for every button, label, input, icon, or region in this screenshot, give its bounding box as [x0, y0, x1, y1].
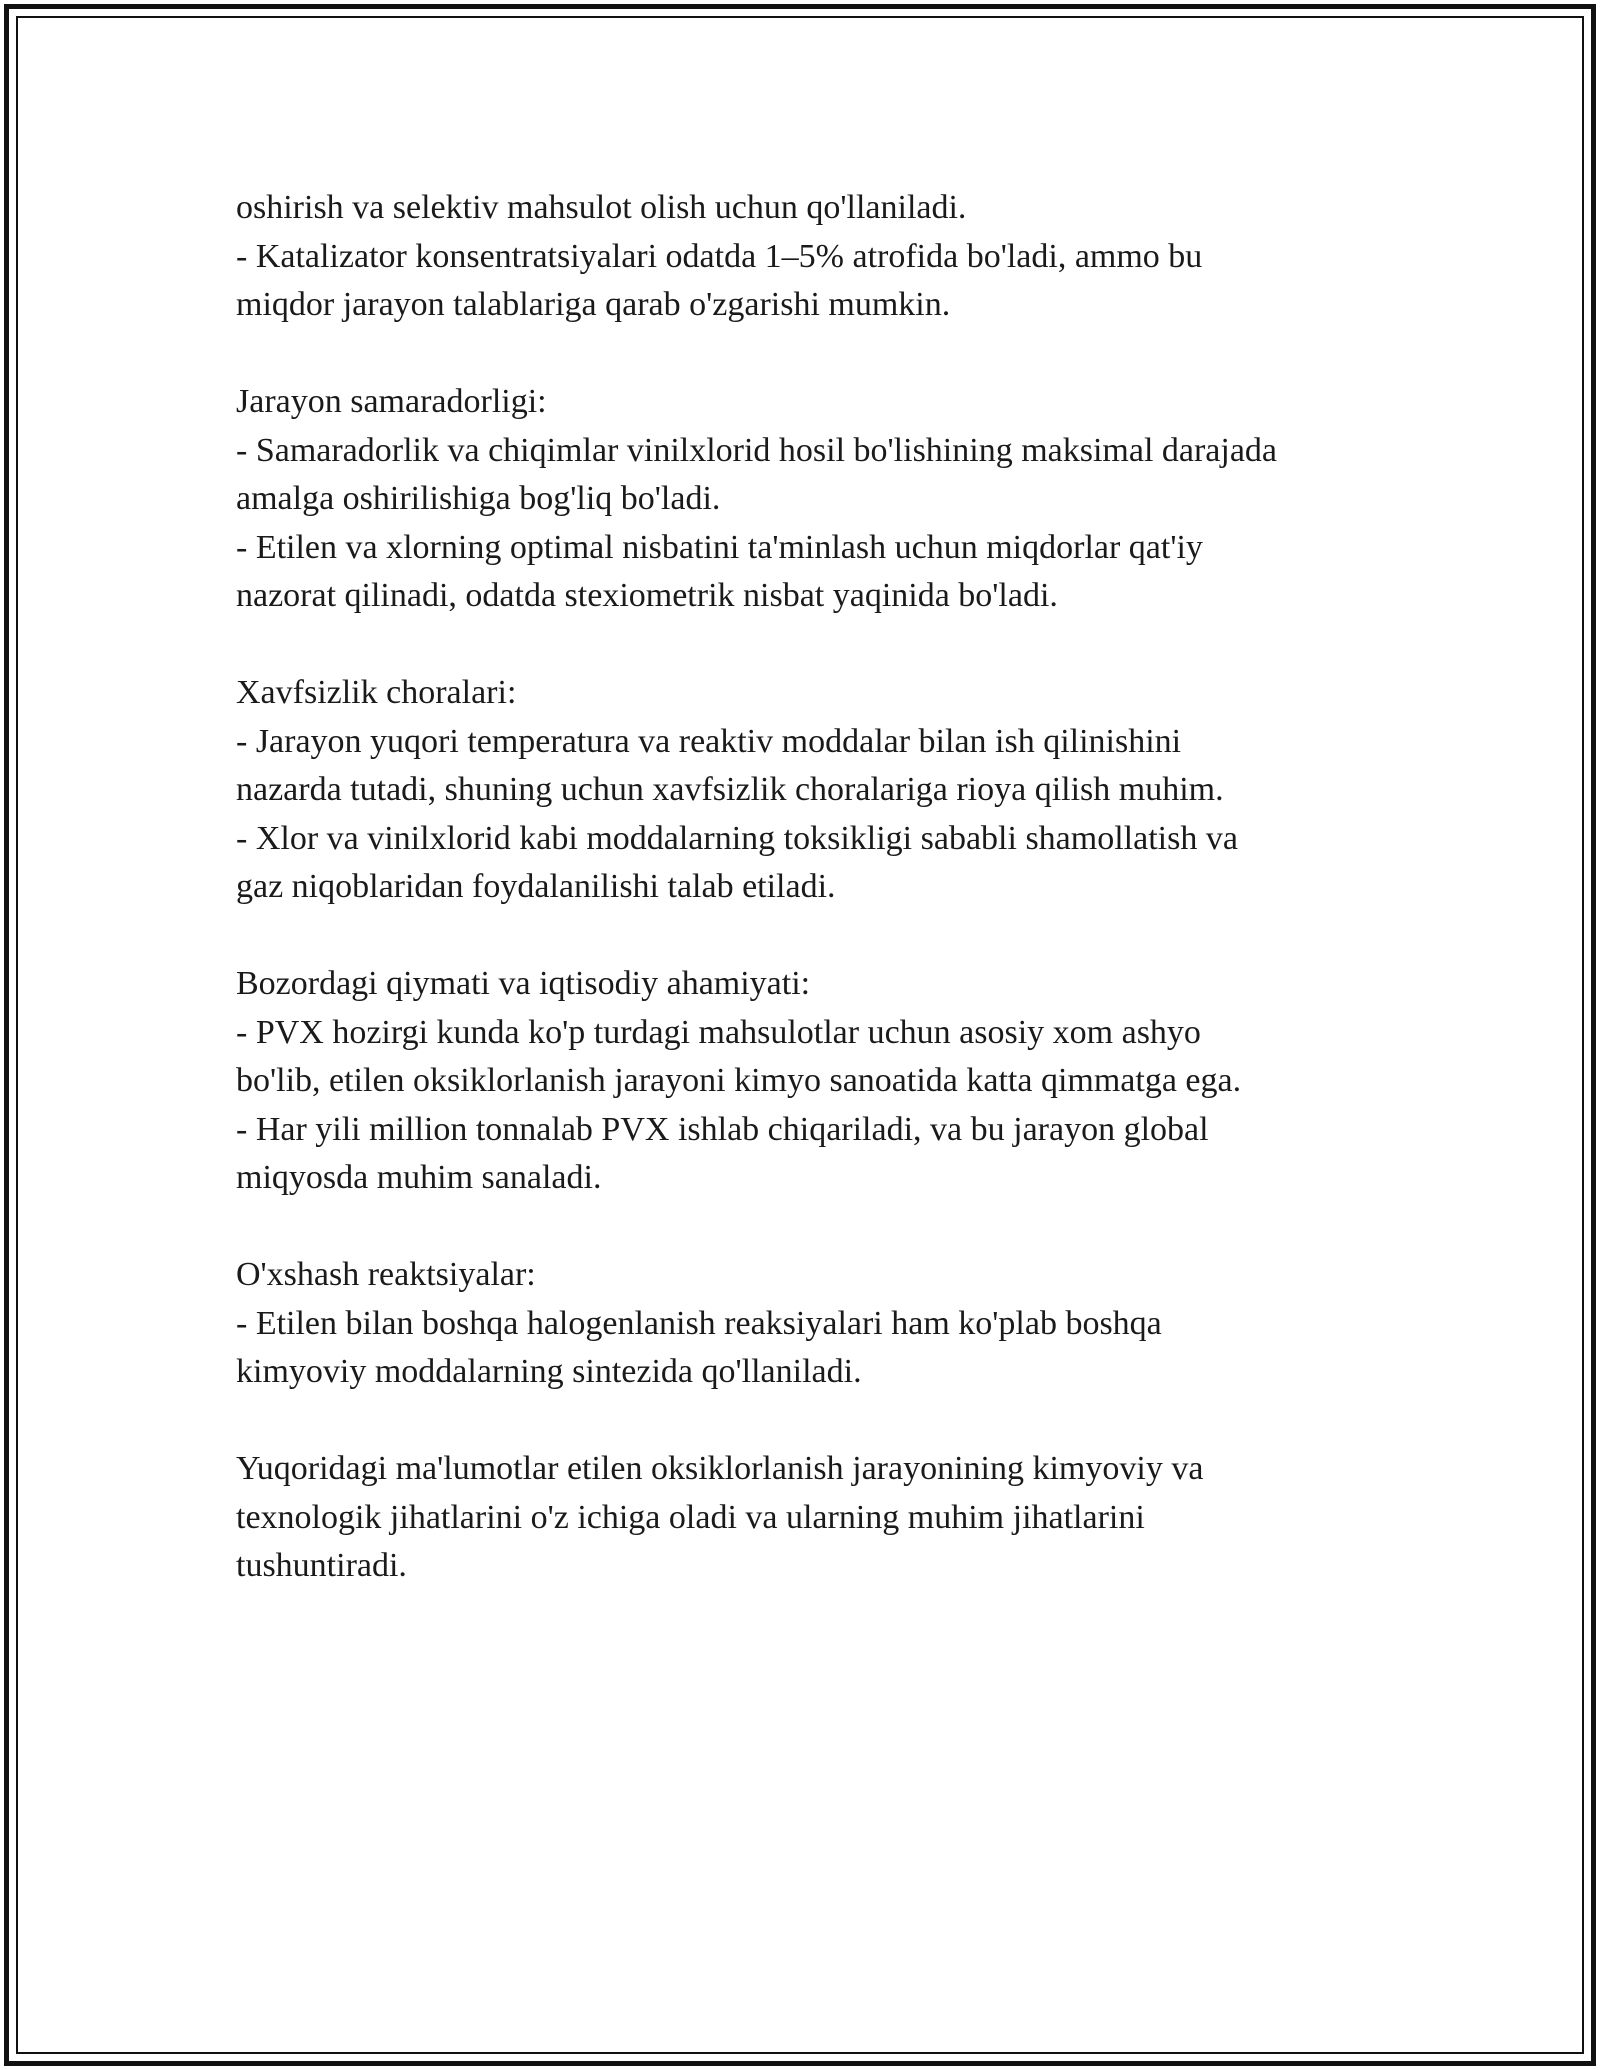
text-line: amalga oshirilishiga bog'liq bo'ladi.: [236, 480, 721, 517]
text-line: miqyosda muhim sanaladi.: [236, 1159, 602, 1196]
section-heading: Jarayon samaradorligi:: [236, 383, 547, 420]
text-line: - Etilen va xlorning optimal nisbatini ta'minlash uchun miqdorlar qat'iy: [236, 528, 1203, 566]
section-process-efficiency: [236, 378, 1386, 621]
section-market-value: [236, 960, 1386, 1203]
text-line: miqdor jarayon talablariga qarab o'zgarishi mumkin.: [236, 286, 951, 323]
text-line: tushuntiradi.: [236, 1547, 407, 1584]
section-heading: O'xshash reaktsiyalar:: [236, 1256, 536, 1293]
text-line: kimyoviy moddalarning sintezida qo'llaniladi.: [236, 1353, 862, 1390]
section-heading: Xavfsizlik choralari:: [236, 674, 517, 711]
section-heading: Bozordagi qiymati va iqtisodiy ahamiyati:: [236, 965, 811, 1002]
text-line: - Katalizator konsentratsiyalari odatda 1–5% atrofida bo'ladi, ammo bu: [236, 237, 1203, 275]
paragraph-conclusion: [236, 1445, 1386, 1591]
section-similar-reactions: [236, 1251, 1386, 1397]
text-line: - PVX hozirgi kunda ko'p turdagi mahsulotlar uchun asosiy xom ashyo: [236, 1013, 1201, 1051]
text-line: - Samaradorlik va chiqimlar vinilxlorid hosil bo'lishining maksimal darajada: [236, 431, 1278, 469]
text-line: bo'lib, etilen oksiklorlanish jarayoni kimyo sanoatida katta qimmatga ega.: [236, 1062, 1242, 1099]
text-line: texnologik jihatlarini o'z ichiga oladi va ularning muhim jihatlarini: [236, 1498, 1145, 1536]
text-line: - Xlor va vinilxlorid kabi moddalarning toksikligi sababli shamollatish va: [236, 819, 1238, 857]
text-line: - Etilen bilan boshqa halogenlanish reaksiyalari ham ko'plab boshqa: [236, 1304, 1162, 1342]
text-line: - Har yili million tonnalab PVX ishlab chiqariladi, va bu jarayon global: [236, 1110, 1209, 1148]
text-line: gaz niqoblaridan foydalanilishi talab etiladi.: [236, 868, 836, 905]
text-line: nazorat qilinadi, odatda stexiometrik nisbat yaqinida bo'ladi.: [236, 577, 1058, 614]
text-line: oshirish va selektiv mahsulot olish uchun qo'llaniladi.: [236, 189, 967, 226]
text-line: nazarda tutadi, shuning uchun xavfsizlik choralariga rioya qilish muhim.: [236, 771, 1224, 808]
document-body: [236, 184, 1386, 1639]
text-line: Yuqoridagi ma'lumotlar etilen oksiklorlanish jarayonining kimyoviy va: [236, 1450, 1204, 1487]
section-safety-measures: [236, 669, 1386, 912]
paragraph-catalyst: [236, 184, 1386, 330]
text-line: - Jarayon yuqori temperatura va reaktiv moddalar bilan ish qilinishini: [236, 722, 1182, 760]
